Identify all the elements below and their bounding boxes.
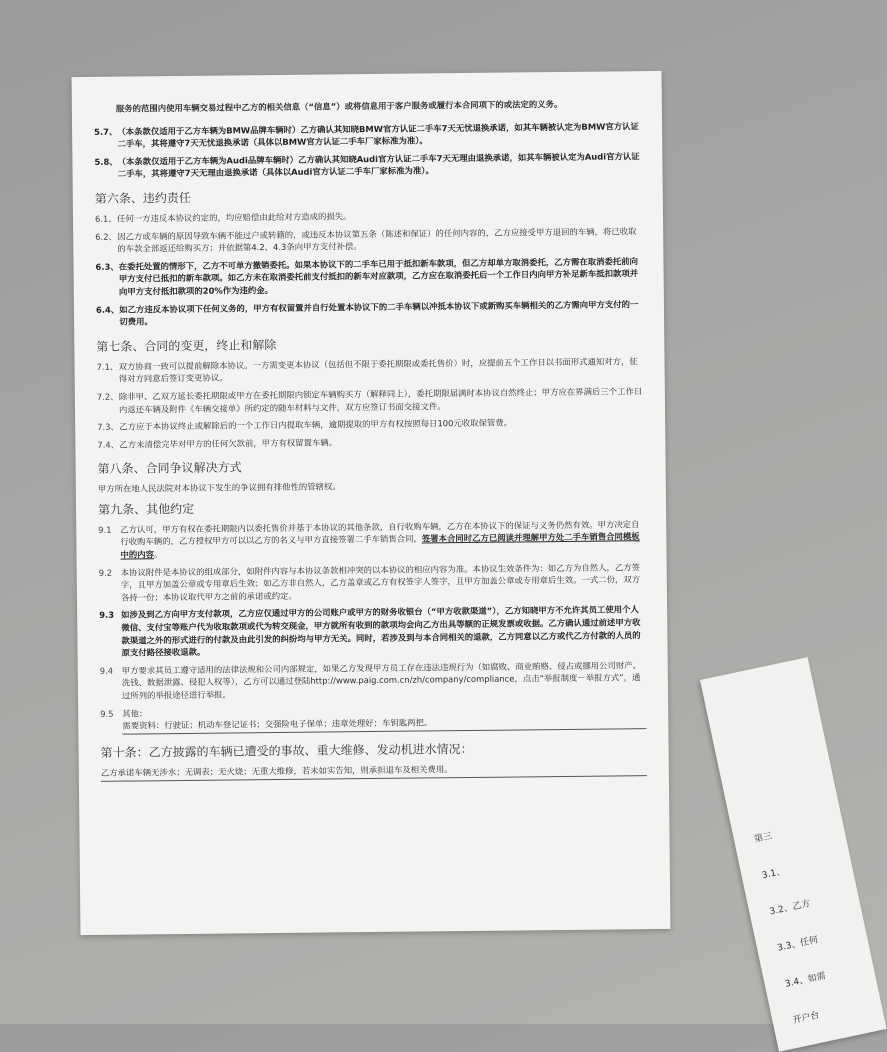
section-10-text: 乙方承诺车辆无涉水；无调表；无火烧；无重大维修，若未如实告知，则承担退车及相关费用。 xyxy=(101,761,647,782)
second-page-line: 3.3、任何 xyxy=(776,935,820,954)
clause-6-3 xyxy=(95,255,641,298)
clause-7-2 xyxy=(97,385,643,416)
clause-text: （本条款仅适用于乙方车辆为Audi品牌车辆时）乙方确认其知晓Audi官方认证二手车7天无理由退换承诺，如其车辆被认定为Audi官方认证二手车，其将遵守7天无理由退换承诺（具体以Audi官方认证二手车厂家标准为准）。 xyxy=(117,150,640,180)
clause-body: 乙方认可，甲方有权在委托期限内以委托售价并基于本协议的其他条款，自行收购车辆，乙方在本协议下的保证与义务仍然有效。甲方决定自行收购车辆的，乙方授权甲方可以以乙方的名义与甲方直接签署二手车销售合同， xyxy=(120,519,640,548)
clause-text: 任何一方违反本协议约定的，均应赔偿由此给对方造成的损失。 xyxy=(116,211,352,224)
clause-text: 如涉及到乙方向甲方支付款项，乙方应仅通过甲方的公司账户或甲方的财务收银台（“甲方收款渠道”），乙方知晓甲方不允许其员工使用个人微信、支付宝等账户代为收取款项或代为转交现金，甲方就所有收到的款项均会向乙方出具等额的正规发票或收据。乙方确认通过前述甲方收款渠道之外的形式进行的付款及由此引发的纠纷均与甲方无关。同时，若涉及到与本合同相关的退款，乙方同意以乙方或代乙方付款的人员的原支付路径接收退款。 xyxy=(121,604,641,658)
second-page-line: 3.4、如需 xyxy=(784,971,827,990)
clause-text: 因乙方或车辆的原因导致车辆不能过户或转籍的，或违反本协议第五条（陈述和保证）的任何内容的，乙方应接受甲方退回的车辆，将已收取的车款全部返还给购买方；并依据第4.2、4.3条向甲方支付补偿。 xyxy=(117,225,637,254)
clause-number: 6.2、 xyxy=(95,231,117,242)
clause-9-4 xyxy=(100,659,646,702)
clause-7-3 xyxy=(97,415,643,433)
clause-number: 9.4 xyxy=(99,665,114,676)
clause-9-3 xyxy=(99,604,645,660)
clause-number: 9.5 xyxy=(100,708,114,719)
clause-7-1 xyxy=(96,355,642,386)
second-page-line: 3.2、乙方 xyxy=(768,899,812,918)
clause-number: 9.2 xyxy=(98,567,113,578)
clause-text: 双方协商一致可以提前解除本协议。一方需变更本协议（包括但不限于委托期限或委托售价）时，应提前五个工作日以书面形式通知对方，征得对方同意后签订变更协议。 xyxy=(118,355,638,384)
clause-5-7 xyxy=(94,120,640,151)
clause-5-8 xyxy=(94,150,640,181)
underlined-acknowledgement: 签署本合同时乙方已阅读并理解甲方处二手车销售合同模板中的内容 xyxy=(120,531,640,560)
clause-number: 6.1、 xyxy=(94,213,117,224)
handwritten-fill-in: 需要资料：行驶证；机动车登记证书；交强险电子保单；违章处理好；车钥匙两把。 xyxy=(122,714,646,734)
section-7-title: 第七条、合同的变更，终止和解除 xyxy=(96,337,277,354)
clause-9-5 xyxy=(100,702,646,735)
contract-page xyxy=(72,71,671,935)
clause-number: 7.1、 xyxy=(96,361,119,372)
clause-text: 本协议附件是本协议的组成部分，如附件内容与本协议条款相冲突的以本协议的相应内容为准。本协议生效条件为：如乙方为自然人，乙方签字，且甲方加盖公章或专用章后生效；如乙方非自然人，乙方盖章或乙方有权签字人签字，且甲方加盖公章或专用章后生效。一式二份，双方各持一份；本协议取代甲方之前的承诺或约定。 xyxy=(120,561,641,603)
clause-text: 在委托处置的情形下，乙方不可单方撤销委托。如果本协议下的二手车已用于抵扣新车款项，但乙方却单方取消委托，乙方需在取消委托前向甲方支付已抵扣的新车款项。如乙方未在取消委托前支付抵扣的新车对应款项，乙方应在取消委托后一个工作日内向甲方补足新车抵扣款项并向甲方支付抵扣款项的20%作为违约金。 xyxy=(118,255,639,297)
clause-6-1 xyxy=(95,207,641,225)
clause-number: 7.2、 xyxy=(96,391,119,402)
section-9-title: 第九条、其他约定 xyxy=(97,501,195,517)
clause-number: 6.4、 xyxy=(95,304,120,315)
section-8-title: 第八条、合同争议解决方式 xyxy=(97,460,242,477)
clause-text: 甲方要求其员工遵守适用的法律法规和公司内部规定，如果乙方发现甲方员工存在违法违规行为（如腐败、商业贿赂、侵占或挪用公司财产、洗钱、数据泄露、侵犯人权等），乙方可以通过登陆http://www.paig.com.cn/zh/company/compliance，点击“举报制度－举报方式”，通过所列的举报途径进行举报。 xyxy=(121,659,642,701)
clause-6-4 xyxy=(96,298,642,329)
clause-text: 乙方应于本协议终止或解除后的一个工作日内提取车辆，逾期提取的甲方有权按照每日100元收取保管费。 xyxy=(119,417,513,432)
section-10-title: 第十条：乙方披露的车辆已遭受的事故、重大维修、发动机进水情况： xyxy=(100,741,473,760)
clause-number: 9.3 xyxy=(99,610,115,621)
clause-text: （本条款仅适用于乙方车辆为BMW品牌车辆时）乙方确认其知晓BMW官方认证二手车7天无忧退换承诺，如其车辆被认定为BMW官方认证二手车，其将遵守7天无忧退换承诺（具体以BMW官方认证二手车厂家标准为准）。 xyxy=(117,120,639,149)
clause-text: 乙方未清偿完毕对甲方的任何欠款前，甲方有权留置车辆。 xyxy=(119,437,338,450)
clause-text: 除非甲、乙双方延长委托期限或甲方在委托期限内锁定车辆购买方（解释同上），委托期限届满时本协议自然终止；甲方应在界满后三个工作日内返还车辆及附件《车辆交接单》所约定的随车材料与文件，双方应签订书面交接文件。 xyxy=(118,386,643,415)
clause-number: 7.3、 xyxy=(97,421,119,432)
clause-number: 5.7、 xyxy=(94,126,118,137)
clause-6-2 xyxy=(95,225,641,256)
clause-number: 7.4、 xyxy=(97,439,120,450)
second-page-line: 3.1、 xyxy=(761,866,787,882)
second-page-edge xyxy=(700,657,887,1052)
clause-text xyxy=(120,518,644,561)
second-page-line: 第三 xyxy=(753,831,774,846)
clause-text: 如乙方违反本协议项下任何义务的，甲方有权留置并自行处置本协议下的二手车辆以冲抵本协议下或新购买车辆相关的乙方需向甲方支付的一切费用。 xyxy=(119,298,639,327)
clause-number: 6.3、 xyxy=(95,261,119,272)
clause-end: 。 xyxy=(153,549,163,560)
second-page-line: 开户台 xyxy=(791,1010,821,1027)
lead-paragraph: 服务的范围内使用车辆交易过程中乙方的相关信息（“信息”）或将信息用于客户服务或履行本合同项下的或法定的义务。 xyxy=(115,98,563,114)
clause-9-1 xyxy=(98,518,644,561)
clause-7-4 xyxy=(97,433,643,451)
clause-9-2 xyxy=(99,561,645,604)
clause-number: 9.1 xyxy=(98,524,112,535)
clause-label: 其他： xyxy=(122,707,148,719)
section-8-text: 甲方所在地人民法院对本协议下发生的争议拥有排他性的管辖权。 xyxy=(97,481,341,495)
clause-number: 5.8、 xyxy=(94,156,118,167)
section-6-title: 第六条、违约责任 xyxy=(94,190,191,206)
